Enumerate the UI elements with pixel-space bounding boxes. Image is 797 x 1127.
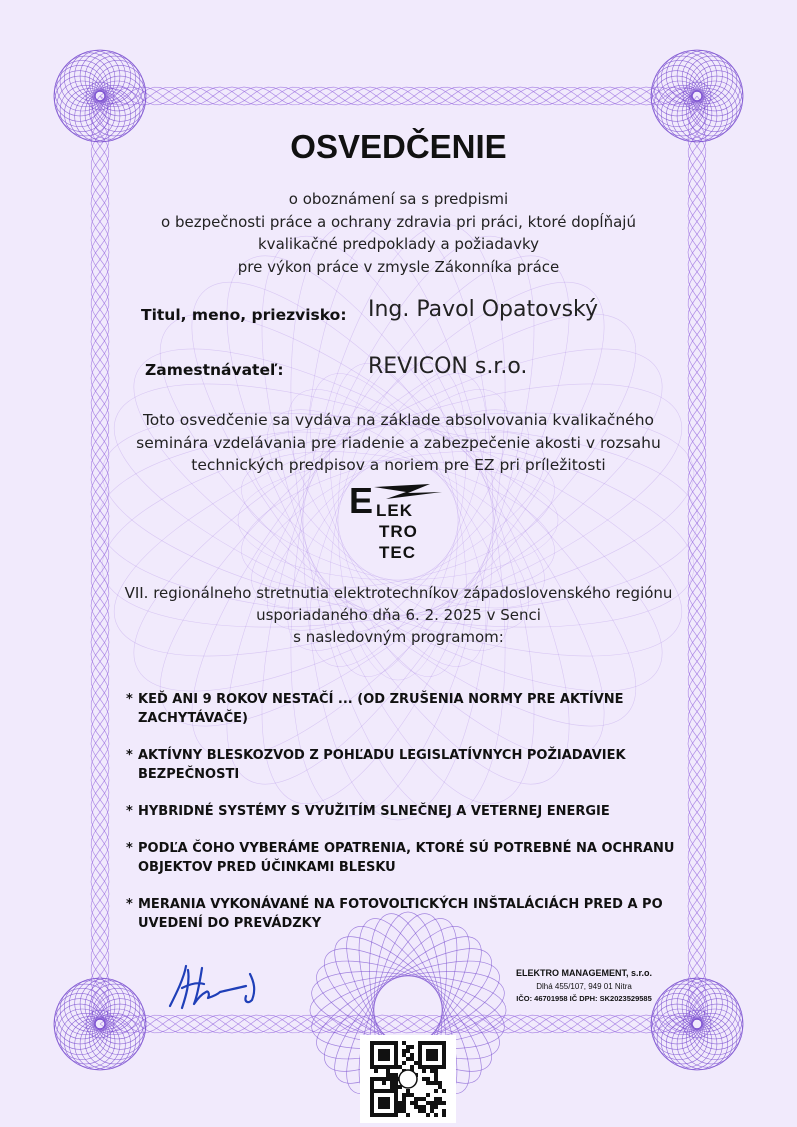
- certificate-body: [0, 409, 797, 477]
- bullet-star: *: [126, 748, 133, 763]
- program-item: [126, 895, 686, 933]
- subtitle-line: o oboznámení sa s predpismi: [288, 190, 509, 208]
- event-description: [0, 582, 797, 648]
- program-item-line: ZACHYTÁVAČE): [138, 711, 248, 726]
- program-item-line: UVEDENÍ DO PREVÁDZKY: [138, 916, 322, 931]
- program-item: [126, 690, 686, 728]
- subtitle-line: kvalikačné predpoklady a požiadavky: [258, 235, 539, 253]
- program-item-line: BEZPEČNOSTI: [138, 767, 240, 782]
- program-list: [126, 690, 686, 951]
- employer-label: Zamestnávateľ:: [145, 361, 284, 379]
- program-item-line: OBJEKTOV PRED ÚČINKAMI BLESKU: [138, 860, 396, 875]
- qr-code-icon: [360, 1035, 456, 1123]
- name-value: Ing. Pavol Opatovský: [368, 297, 599, 322]
- program-item: [126, 746, 686, 784]
- program-item-line: AKTÍVNY BLESKOZVOD Z POHĽADU LEGISLATÍVNYCH POŽIADAVIEK: [138, 748, 626, 763]
- logo-line-2: TRO: [379, 522, 418, 541]
- issuer-address: Dlhá 455/107, 949 01 Nitra: [536, 982, 632, 991]
- event-line: VII. regionálneho stretnutia elektrotechníkov západoslovenského regiónu: [124, 584, 673, 602]
- program-item: [126, 839, 686, 877]
- body-line: technických predpisov a noriem pre EZ pri príležitosti: [191, 456, 606, 474]
- subtitle-line: pre výkon práce v zmysle Zákonníka práce: [237, 257, 560, 276]
- bullet-star: *: [126, 841, 133, 856]
- subtitle-line: o bezpečnosti práce a ochrany zdravia pri práci, ktoré dopĺňajú: [161, 212, 636, 231]
- event-line: usporiadaného dňa 6. 2. 2025 v Senci: [256, 606, 541, 624]
- certificate-subtitle: [0, 188, 797, 278]
- program-item-line: KEĎ ANI 9 ROKOV NESTAČÍ ... (OD ZRUŠENIA NORMY PRE AKTÍVNE: [138, 692, 624, 707]
- logo-big-letter: E: [349, 480, 374, 521]
- program-item-line: MERANIA VYKONÁVANÉ NA FOTOVOLTICKÝCH INŠTALÁCIÁCH PRED A PO: [138, 897, 663, 912]
- event-line: s nasledovným programom:: [293, 628, 504, 646]
- employer-value: REVICON s.r.o.: [368, 354, 528, 379]
- program-item-line: HYBRIDNÉ SYSTÉMY S VYUŽITÍM SLNEČNEJ A VETERNEJ ENERGIE: [138, 804, 610, 819]
- bullet-star: *: [126, 804, 133, 819]
- bullet-star: *: [126, 897, 133, 912]
- program-item: [126, 802, 686, 821]
- qr-code[interactable]: [360, 1035, 456, 1123]
- logo-line-3: TEC: [379, 543, 416, 562]
- issuer-ids: IČO: 46701958 IČ DPH: SK2023529585: [516, 994, 652, 1003]
- elektrotec-logo: [346, 481, 456, 565]
- body-line: seminára vzdelávania pre riadenie a zabezpečenie akosti v rozsahu: [136, 433, 661, 452]
- issuer-block: [494, 966, 674, 1005]
- certificate-title: OSVEDČENIE: [290, 128, 507, 165]
- issuer-name: ELEKTRO MANAGEMENT, s.r.o.: [515, 968, 652, 978]
- bullet-star: *: [126, 692, 133, 707]
- signature-image: [164, 958, 274, 1018]
- name-label: Titul, meno, priezvisko:: [141, 306, 347, 324]
- logo-line-1: LEK: [376, 501, 413, 520]
- body-line: Toto osvedčenie sa vydáva na základe absolvovania kvalikačného: [142, 411, 655, 429]
- program-item-line: PODĽA ČOHO VYBERÁME OPATRENIA, KTORÉ SÚ POTREBNÉ NA OCHRANU: [138, 841, 675, 856]
